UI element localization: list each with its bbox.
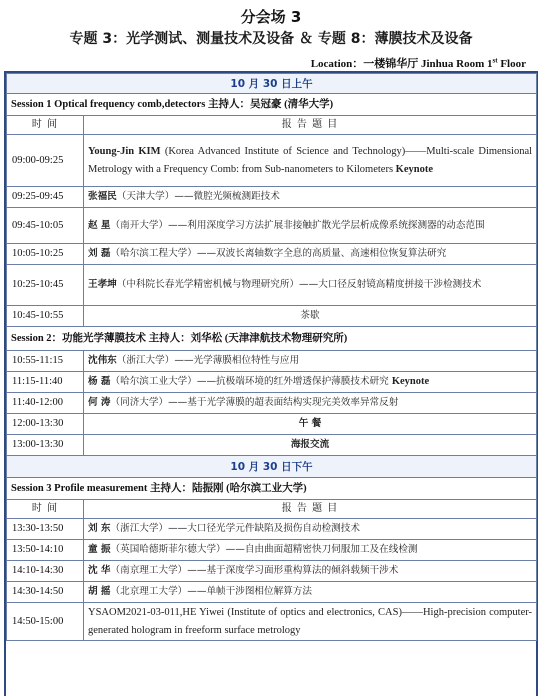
talk-text: (Korea Advanced Institute of Science and Technology)——Multi-scale Dimensional Metrology with a Frequency Comb: from Sub-nanometers to Kilometers [88, 145, 533, 175]
day-header-afternoon [7, 456, 537, 478]
talk-text: （南京理工大学）——基于深度学习面形重构算法的倾斜载频干涉术 [110, 565, 399, 576]
session-title: Session 1 Optical frequency comb,detectors 主持人：吴冠豪 (清华大学) [7, 94, 537, 116]
time-cell: 14:10-14:30 [7, 561, 84, 582]
talk-cell [84, 135, 537, 187]
time-cell: 13:30-13:50 [7, 519, 84, 540]
session-header [7, 478, 537, 500]
speaker: 沈伟东 [88, 355, 117, 366]
topic-column-header: 报 告 题 目 [84, 116, 537, 135]
table-row [7, 351, 537, 372]
poster-label: 海报交流 [84, 435, 537, 456]
time-cell: 09:00-09:25 [7, 135, 84, 187]
talk-cell [84, 351, 537, 372]
time-cell: 11:15-11:40 [7, 372, 84, 393]
speaker: Young-Jin KIM [88, 145, 161, 157]
time-cell: 10:25-10:45 [7, 265, 84, 306]
time-cell: 09:45-10:05 [7, 208, 84, 244]
talk-cell [84, 187, 537, 208]
time-column-header: 时 间 [7, 500, 84, 519]
talk-cell [84, 582, 537, 603]
time-cell: 10:05-10:25 [7, 244, 84, 265]
time-cell: 10:55-11:15 [7, 351, 84, 372]
table-row [7, 187, 537, 208]
talk-text: （哈尔滨工程大学）——双波长离轴数字全息的高质量、高速相位恢复算法研究 [110, 248, 447, 259]
table-row [7, 393, 537, 414]
table-row [7, 561, 537, 582]
table-row [7, 519, 537, 540]
time-column-header: 时 间 [7, 116, 84, 135]
talk-cell [84, 561, 537, 582]
topic-column-header: 报 告 题 目 [84, 500, 537, 519]
speaker: 刘 磊 [88, 248, 111, 259]
column-header-row [7, 116, 537, 135]
day-header-morning [7, 74, 537, 94]
talk-text: （英国哈德斯菲尔德大学）——自由曲面超精密快刀伺服加工及在线检测 [110, 544, 418, 555]
talk-text: （北京理工大学）——单帧干涉图相位解算方法 [110, 586, 312, 597]
speaker: 刘 东 [88, 523, 111, 534]
talk-text: （天津大学）——微腔光频梳测距技术 [116, 191, 280, 202]
time-cell: 10:45-10:55 [7, 306, 84, 327]
location-suffix: Floor [497, 58, 526, 70]
column-header-row [7, 500, 537, 519]
table-row [7, 582, 537, 603]
lunch-label: 午 餐 [84, 414, 537, 435]
table-row [7, 540, 537, 561]
talk-text: （浙江大学）——光学薄膜相位特性与应用 [116, 355, 300, 366]
session-title: Session 2：功能光学薄膜技术 主持人：刘华松 (天津津航技术物理研究所) [7, 327, 537, 351]
talk-cell [84, 603, 537, 641]
break-row [7, 306, 537, 327]
talk-cell [84, 519, 537, 540]
day-label: 10 月 30 日下午 [7, 456, 537, 478]
time-cell: 11:40-12:00 [7, 393, 84, 414]
time-cell: 12:00-13:30 [7, 414, 84, 435]
table-row [7, 372, 537, 393]
poster-row [7, 435, 537, 456]
break-label: 茶歇 [84, 306, 537, 327]
talk-text: （同济大学）——基于光学薄膜的超表面结构实现完美效率异常反射 [110, 397, 399, 408]
speaker: 张福民 [88, 191, 117, 202]
time-cell: 14:50-15:00 [7, 603, 84, 641]
day-label: 10 月 30 日上午 [7, 74, 537, 94]
time-cell: 13:00-13:30 [7, 435, 84, 456]
time-cell: 14:30-14:50 [7, 582, 84, 603]
talk-cell [84, 244, 537, 265]
table-row [7, 265, 537, 306]
keynote-tag: Keynote [391, 376, 430, 387]
session-title: Session 3 Profile measurement 主持人：陆振刚 (哈尔滨工业大学) [7, 478, 537, 500]
speaker: 何 涛 [88, 397, 111, 408]
time-cell: 13:50-14:10 [7, 540, 84, 561]
time-cell: 09:25-09:45 [7, 187, 84, 208]
talk-text: （南开大学）——利用深度学习方法扩展非接触扩散光学层析成像系统探测器的动态范围 [110, 219, 485, 231]
talk-text: （浙江大学）——大口径光学元件缺陷及损伤自动检测技术 [110, 523, 360, 534]
table-row [7, 135, 537, 187]
lunch-row [7, 414, 537, 435]
talk-cell [84, 265, 537, 306]
talk-text: （哈尔滨工业大学）——抗极端环境的红外增透保护薄膜技术研究 [110, 376, 392, 387]
speaker: 赵 星 [88, 219, 111, 231]
location-text: Location：一楼锦华厅 Jinhua Room 1 [310, 58, 493, 70]
speaker: 王孝坤 [88, 279, 117, 290]
talk-cell [84, 208, 537, 244]
talk-cell [84, 372, 537, 393]
table-row [7, 603, 537, 641]
page-subtitle: 专题 3：光学测试、测量技术及设备 ＆ 专题 8：薄膜技术及设备 [69, 31, 473, 47]
session-header [7, 94, 537, 116]
location-line [311, 55, 526, 71]
schedule-frame [4, 71, 538, 696]
speaker: 沈 华 [88, 565, 111, 576]
session-header [7, 327, 537, 351]
page-title: 分会场 3 [240, 8, 302, 26]
table-row [7, 208, 537, 244]
location-sup: st [492, 56, 498, 65]
speaker: 胡 摇 [88, 586, 111, 597]
talk-text: （中科院长春光学精密机械与物理研究所）——大口径反射镜高精度拼接干涉检测技术 [116, 279, 482, 290]
speaker: 杨 磊 [88, 376, 111, 387]
speaker: 童 振 [88, 544, 111, 555]
keynote-tag: Keynote [395, 163, 433, 175]
table-row [7, 244, 537, 265]
talk-cell [84, 540, 537, 561]
talk-text: YSAOM2021-03-011,HE Yiwei (Institute of optics and electronics, CAS)——High-precision computer-generated hologram in freeform surface metrology [88, 606, 533, 636]
schedule-table [6, 73, 537, 641]
talk-cell [84, 393, 537, 414]
